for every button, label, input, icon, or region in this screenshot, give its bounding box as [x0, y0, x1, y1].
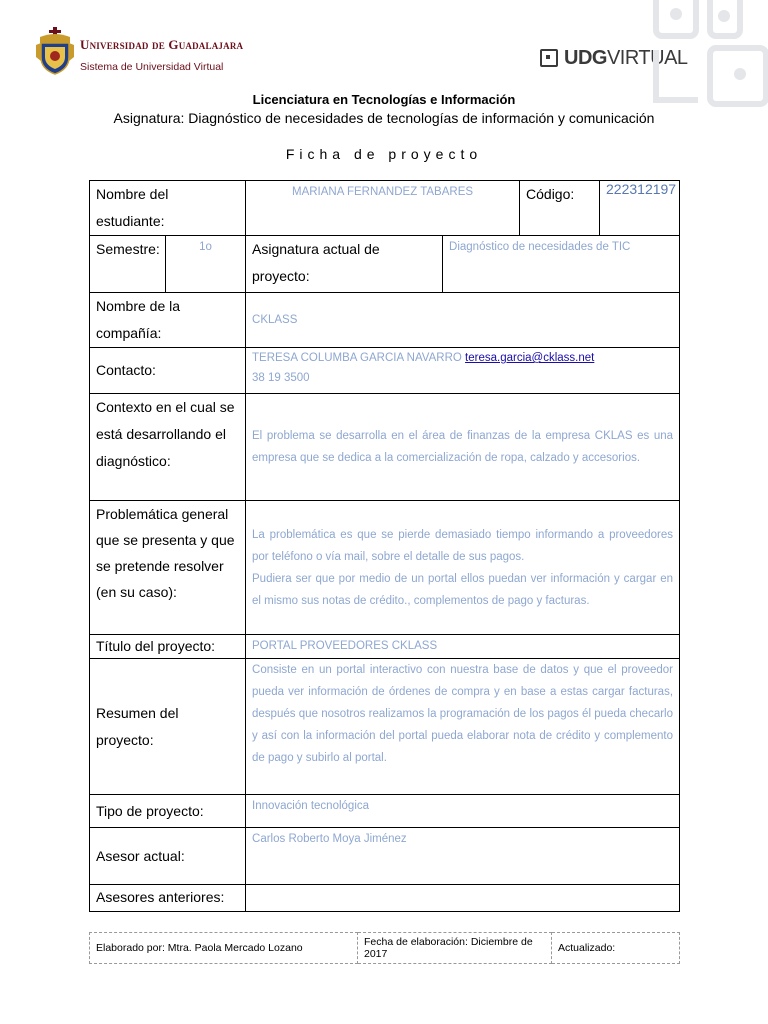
table-row [90, 659, 680, 795]
footer-date: Fecha de elaboración: Diciembre de 2017 [358, 933, 552, 964]
type-label: Tipo de proyecto: [90, 795, 246, 828]
problem-paragraph-2: Pudiera ser que por medio de un portal ellos puedan ver información y cargar en el mismo sus notas de crédito., complementos de pago y facturas. [252, 572, 674, 607]
project-form-table [89, 180, 680, 912]
semester-label: Semestre: [90, 236, 166, 293]
footer-table [89, 932, 680, 964]
university-crest-logo [36, 27, 74, 75]
title-label: Título del proyecto: [90, 635, 246, 659]
university-name: Universidad de Guadalajara [80, 37, 244, 52]
table-row [90, 236, 680, 293]
title-value: PORTAL PROVEEDORES CKLASS [246, 635, 680, 659]
advisor-value: Carlos Roberto Moya Jiménez [246, 828, 680, 885]
subject-title: Asignatura: Diagnóstico de necesidades de tecnologías de información y comunicación [113, 110, 655, 126]
table-row [90, 348, 680, 394]
udg-logo-light: VIRTUAL [606, 46, 688, 69]
contact-value [246, 348, 680, 394]
summary-value: Consiste en un portal interactivo con nuestra base de datos y que el proveedor pueda ver información de órdenes de compra y en base a estas cargar facturas, después que nosotros realizamos la programación de los pagos él pueda checarlo y así con la información del portal pueda elaborar nota de crédito y complemento de pago y subirlo al portal. [246, 659, 680, 795]
summary-label: Resumen del proyecto: [90, 659, 246, 795]
table-row [90, 394, 680, 501]
company-value: CKLASS [246, 293, 680, 348]
table-row [90, 181, 680, 236]
contact-phone: 38 19 3500 [252, 372, 310, 384]
advisor-label: Asesor actual: [90, 828, 246, 885]
code-value: 222312197 [600, 181, 680, 236]
table-row [90, 795, 680, 828]
udg-square-icon [540, 49, 558, 67]
course-value: Diagnóstico de necesidades de TIC [443, 236, 680, 293]
prev-advisors-label: Asesores anteriores: [90, 885, 246, 912]
footer-author: Elaborado por: Mtra. Paola Mercado Lozano [90, 933, 358, 964]
problem-paragraph-1: La problemática es que se pierde demasiado tiempo informando a proveedores por teléfono o vía mail, sobre el detalle de sus pagos. [252, 528, 674, 563]
contact-name: TERESA COLUMBA GARCIA NAVARRO [252, 352, 462, 364]
footer-updated: Actualizado: [552, 933, 680, 964]
system-name: Sistema de Universidad Virtual [80, 61, 224, 73]
table-row [90, 885, 680, 912]
type-value: Innovación tecnológica [246, 795, 680, 828]
table-row [90, 293, 680, 348]
student-value: MARIANA FERNANDEZ TABARES [246, 181, 520, 236]
problem-label: Problemática general que se presenta y que se pretende resolver (en su caso): [90, 501, 246, 635]
udg-logo-bold: UDG [564, 46, 607, 69]
course-label: Asignatura actual de proyecto: [246, 236, 443, 293]
company-label: Nombre de la compañía: [90, 293, 246, 348]
prev-advisors-value [246, 885, 680, 912]
table-row [90, 501, 680, 635]
context-label: Contexto en el cual se está desarrollando el diagnóstico: [90, 394, 246, 501]
form-title: Ficha de proyecto [285, 146, 483, 162]
table-row [90, 933, 680, 964]
semester-value: 1o [166, 236, 246, 293]
program-title: Licenciatura en Tecnologías e Información [252, 92, 516, 107]
code-label: Código: [520, 181, 600, 236]
problem-value [246, 501, 680, 635]
contact-label: Contacto: [90, 348, 246, 394]
context-value: El problema se desarrolla en el área de finanzas de la empresa CKLAS es una empresa que se dedica a la comercialización de ropa, calzado y accesorios. [246, 394, 680, 501]
table-row [90, 828, 680, 885]
student-label: Nombre del estudiante: [90, 181, 246, 236]
contact-email-link[interactable]: teresa.garcia@cklass.net [465, 352, 595, 364]
table-row [90, 635, 680, 659]
